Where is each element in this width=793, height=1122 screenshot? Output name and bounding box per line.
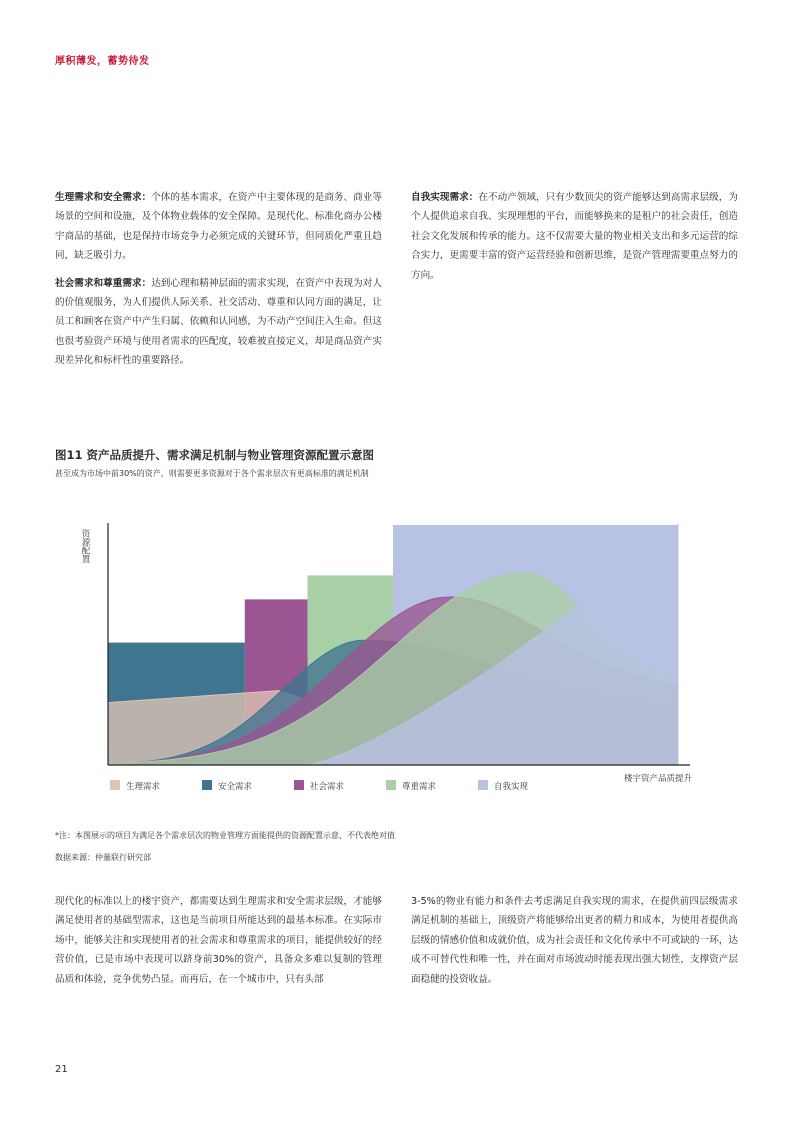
legend-label-2: 社会需求 <box>310 782 345 792</box>
bottom-left-paragraph: 现代化的标准以上的楼宇资产，都需要达到生理需求和安全需求层级，才能够满足使用者的基础型需求，这也是当前项目所能达到的最基本标准。在实际市场中，能够关注和实现使用者的社会需求和尊重需求的项目，能提供较好的经营价值，已是市场中表现可以跻身前30%的资产，具备众多难以复制的管理品质和体验，竞争优势凸显。而再后，在一个城市中，只有头部 <box>55 896 382 985</box>
paragraph-lead: 社会需求和尊重需求： <box>55 277 152 289</box>
paragraph-self-actualization <box>411 188 738 285</box>
bottom-right-paragraph: 3-5%的物业有能力和条件去考虑满足自我实现的需求，在提供前四层级需求满足机制的基础上，顶级资产将能够给出更者的精力和成本，为使用者提供高层级的情感价值和成就价值，成为社会责任和文化传承中不可或缺的一环，达成不可替代性和唯一性，并在面对市场波动时能表现出强大韧性，支撑资产层面稳健的投资收益。 <box>411 896 738 985</box>
paragraph-physiological-safety <box>55 188 382 266</box>
paragraph-body: 达到心理和精神层面的需求实现，在资产中表现为对人的价值观服务，为人们提供人际关系、社交活动、尊重和认同方面的满足，让员工和顾客在资产中产生归属、依赖和认同感，为不动产空间注入生命。但这也很考验资产环境与使用者需求的匹配度，较难被直接定义，却是商品资产实现差异化和标杆性的重要路径。 <box>55 277 383 367</box>
legend-swatch-3 <box>386 780 396 790</box>
y-axis-label: 资源配置 <box>80 529 90 563</box>
x-axis-label: 楼宇资产品质提升 <box>623 774 692 784</box>
chart-legend <box>110 780 529 792</box>
legend-swatch-1 <box>202 780 212 790</box>
figure-note <box>55 825 495 869</box>
left-column-top <box>55 188 382 379</box>
right-column-top <box>411 188 738 293</box>
note-line: *注：本图展示的项目为满足各个需求层次的物业管理方面能提供的资源配置示意，不代表绝对值 <box>55 831 395 840</box>
running-header: 厚积薄发，蓄势待发 <box>55 56 150 67</box>
paragraph-lead: 生理需求和安全需求： <box>55 192 152 203</box>
needs-resource-chart <box>80 515 720 800</box>
paragraph-lead: 自我实现需求： <box>411 192 479 203</box>
legend-label-0: 生理需求 <box>126 782 161 792</box>
legend-swatch-4 <box>478 780 488 790</box>
paragraph-social-esteem <box>55 274 382 371</box>
legend-label-1: 安全需求 <box>218 782 253 792</box>
legend-swatch-0 <box>110 780 120 790</box>
legend-label-4: 自我实现 <box>494 782 529 792</box>
legend-label-3: 尊重需求 <box>402 782 437 792</box>
page-number: 21 <box>55 1064 68 1075</box>
figure-title: 图11 资产品质提升、需求满足机制与物业管理资源配置示意图 <box>55 448 375 462</box>
figure-subtitle: 甚至成为市场中前30%的资产，则需要更多资源对于各个需求层次有更高标准的满足机制 <box>55 469 369 478</box>
legend-swatch-2 <box>294 780 304 790</box>
note-source: 数据来源：仲量联行研究部 <box>55 853 151 862</box>
paragraph-body: 个体的基本需求，在资产中主要体现的是商务、商业等场景的空间和设施，及个体物业载体的安全保障。是现代化、标准化商办公楼宇商品的基础，也是保持市场竞争力必须完成的关键环节，但同质化严重且趋同，缺乏吸引力。 <box>55 192 383 262</box>
paragraph-body: 在不动产领域，只有少数顶尖的资产能够达到高需求层级，为个人提供追求自我、实现理想的平台，而能够换来的是租户的社会责任，创造社会文化发展和传承的能力。这不仅需要大量的物业相关支出和多元运营的综合实力，更需要丰富的资产运营经验和创新思维，是资产管理需要重点努力的方向。 <box>411 192 739 281</box>
